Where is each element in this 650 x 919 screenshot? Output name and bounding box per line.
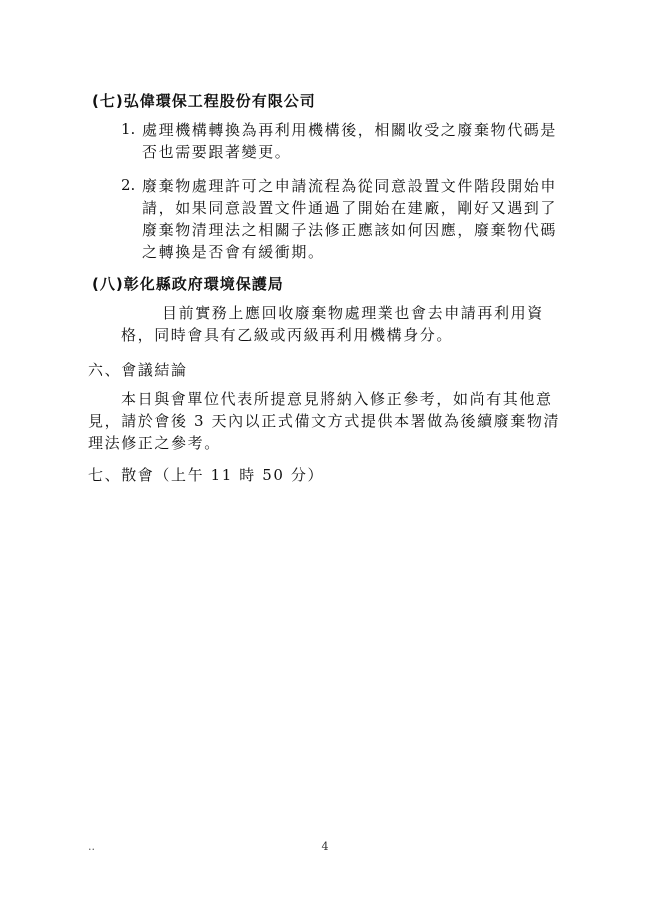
- item2-line3: 廢棄物清理法之相關子法修正應該如何因應，廢棄物代碼: [142, 221, 558, 239]
- sec6-line1: 本日與會單位代表所提意見將納入修正參考，如尚有其他意: [121, 390, 553, 408]
- sec6-line3: 理法修正之參考。: [88, 434, 221, 452]
- item2-line4: 之轉換是否會有緩衝期。: [142, 243, 325, 261]
- page-number: 4: [321, 840, 329, 853]
- section-heading-6: 六、會議結論: [88, 361, 188, 379]
- org8-line2: 格，同時會具有乙級或丙級再利用機構身分。: [121, 326, 454, 344]
- item2-line2: 請，如果同意設置文件通過了開始在建廠，剛好又遇到了: [142, 199, 558, 217]
- list-number-1: 1.: [121, 120, 136, 138]
- list-number-2: 2.: [121, 176, 136, 194]
- item1-line2: 否也需要跟著變更。: [142, 143, 292, 161]
- section-heading-org8: (八)彰化縣政府環境保護局: [92, 275, 284, 293]
- sec6-line2: 見，請於會後 3 天內以正式備文方式提供本署做為後續廢棄物清: [88, 412, 561, 430]
- section-heading-7: 七、散會（上午 11 時 50 分）: [88, 466, 325, 484]
- org8-line1: 目前實務上應回收廢棄物處理業也會去申請再利用資: [162, 304, 544, 322]
- item1-line1: 處理機構轉換為再利用機構後，相關收受之廢棄物代碼是: [142, 121, 558, 139]
- footer-mark: ..: [88, 840, 95, 853]
- section-heading-org7: (七)弘偉環保工程股份有限公司: [92, 92, 316, 110]
- item2-line1: 廢棄物處理許可之申請流程為從同意設置文件階段開始申: [142, 177, 558, 195]
